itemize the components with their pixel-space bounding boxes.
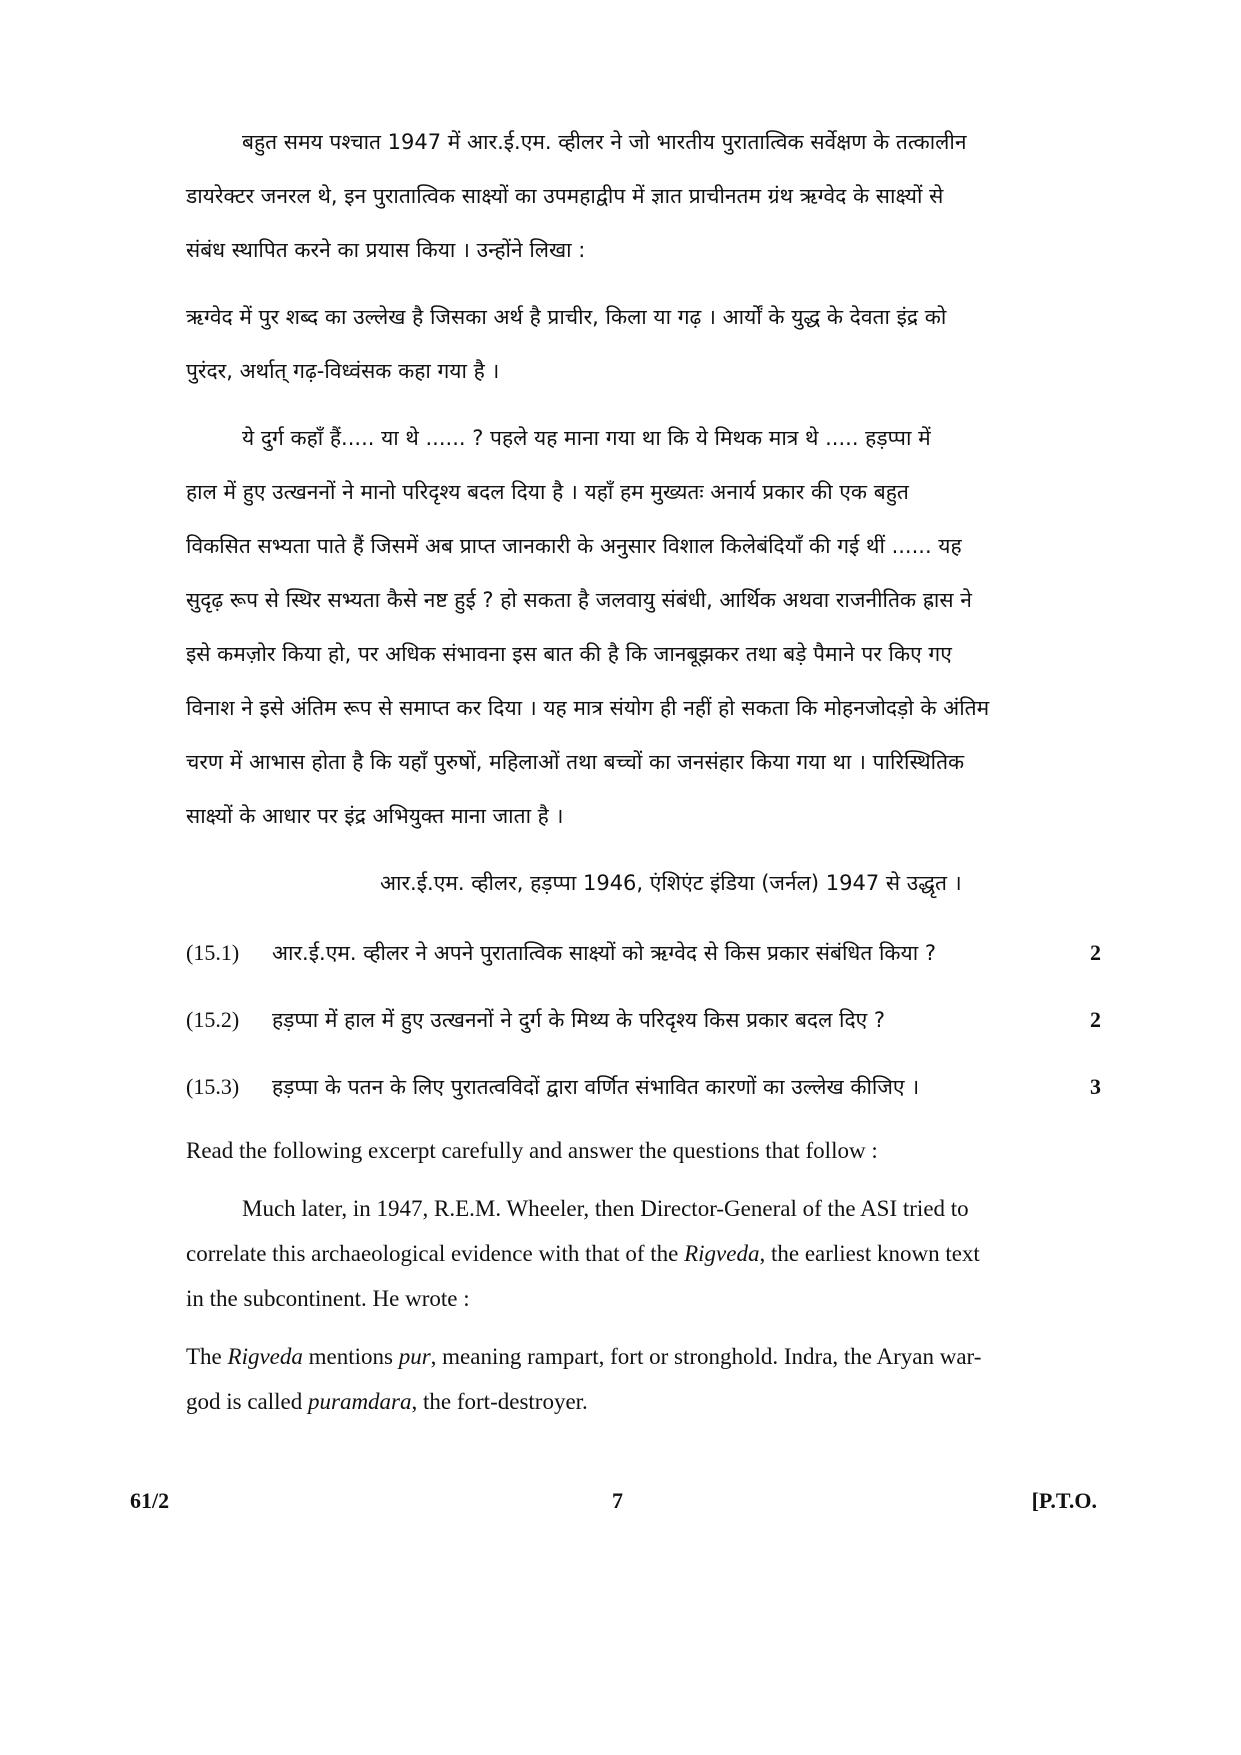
english-para2-line2: god is called puramdara, the fort-destroyer. bbox=[186, 1389, 588, 1414]
hindi-para2-line1: ऋग्वेद में पुर शब्द का उल्लेख है जिसका अर्थ है प्राचीर, किला या गढ़ । आर्यों के युद्ध के देवता इंद्र को bbox=[186, 305, 947, 329]
hindi-para3-line4: सुदृढ़ रूप से स्थिर सभ्यता कैसे नष्ट हुई ? हो सकता है जलवायु संबंधी, आर्थिक अथवा राजनीतिक ह्रास ने bbox=[186, 588, 972, 612]
hindi-para3-line8: साक्ष्यों के आधार पर इंद्र अभियुक्त माना जाता है । bbox=[186, 804, 564, 828]
hindi-para1-line3: संबंध स्थापित करने का प्रयास किया । उन्होंने लिखा : bbox=[186, 238, 586, 262]
english-para1-line3: in the subcontinent. He wrote : bbox=[186, 1286, 470, 1311]
rigveda-italic: Rigveda bbox=[227, 1344, 303, 1369]
question-marks: 2 bbox=[1090, 1007, 1101, 1032]
question-text: हड़प्पा में हाल में हुए उत्खननों ने दुर्ग के मिथ्य के परिदृश्य किस प्रकार बदल दिए ? bbox=[272, 1008, 886, 1032]
hindi-para2-line2: पुरंदर, अर्थात् गढ़-विध्वंसक कहा गया है । bbox=[186, 359, 500, 383]
question-text: हड़प्पा के पतन के लिए पुरातत्वविदों द्वारा वर्णित संभावित कारणों का उल्लेख कीजिए । bbox=[272, 1075, 920, 1099]
question-number: (15.1) bbox=[186, 940, 240, 965]
question-marks: 3 bbox=[1090, 1074, 1101, 1099]
pur-italic: pur bbox=[398, 1344, 431, 1369]
hindi-para3-line2: हाल में हुए उत्खननों ने मानो परिदृश्य बदल दिया है । यहाँ हम मुख्यतः अनार्य प्रकार की एक बहुत bbox=[186, 480, 909, 504]
english-para1-line1: Much later, in 1947, R.E.M. Wheeler, then Director-General of the ASI tried to bbox=[242, 1196, 969, 1221]
hindi-para3-line7: चरण में आभास होता है कि यहाँ पुरुषों, महिलाओं तथा बच्चों का जनसंहार किया गया था । पारिस्थितिक bbox=[186, 750, 965, 774]
hindi-para1-line2: डायरेक्टर जनरल थे, इन पुरातात्विक साक्ष्यों का उपमहाद्वीप में ज्ञात प्राचीनतम ग्रंथ ऋग्वेद के साक्ष्यों से bbox=[186, 184, 944, 208]
hindi-para1-line1: बहुत समय पश्चात 1947 में आर.ई.एम. व्हीलर ने जो भारतीय पुरातात्विक सर्वेक्षण के तत्कालीन bbox=[242, 130, 967, 154]
english-instruction: Read the following excerpt carefully and answer the questions that follow : bbox=[186, 1138, 878, 1163]
hindi-para3-line1: ये दुर्ग कहाँ हैं..... या थे ...... ? पहले यह माना गया था कि ये मिथक मात्र थे ..... हड़प्पा में bbox=[242, 426, 931, 450]
question-number: (15.2) bbox=[186, 1007, 240, 1032]
hindi-para3-line3: विकसित सभ्यता पाते हैं जिसमें अब प्राप्त जानकारी के अनुसार विशाल किलेबंदियाँ की गई थीं ...... यह bbox=[186, 534, 962, 558]
puramdara-italic: puramdara bbox=[308, 1389, 412, 1414]
question-number: (15.3) bbox=[186, 1074, 240, 1099]
hindi-para3-line6: विनाश ने इसे अंतिम रूप से समाप्त कर दिया । यह मात्र संयोग ही नहीं हो सकता कि मोहनजोदड़ो के अंतिम bbox=[186, 696, 990, 720]
page-number: 7 bbox=[612, 1488, 623, 1513]
rigveda-italic: Rigveda bbox=[684, 1241, 760, 1266]
english-para1-line2: correlate this archaeological evidence with that of the Rigveda, the earliest known text bbox=[186, 1241, 980, 1266]
question-text: आर.ई.एम. व्हीलर ने अपने पुरातात्विक साक्ष्यों को ऋग्वेद से किस प्रकार संबंधित किया ? bbox=[272, 941, 936, 965]
hindi-para3-line5: इसे कमज़ोर किया हो, पर अधिक संभावना इस बात की है कि जानबूझकर तथा बड़े पैमाने पर किए गए bbox=[186, 642, 952, 666]
paper-code: 61/2 bbox=[130, 1488, 170, 1513]
citation: आर.ई.एम. व्हीलर, हड़प्पा 1946, एंशिएंट इंडिया (जर्नल) 1947 से उद्धृत । bbox=[380, 871, 962, 895]
question-marks: 2 bbox=[1090, 940, 1101, 965]
english-para2-line1: The Rigveda mentions pur, meaning rampart, fort or stronghold. Indra, the Aryan war- bbox=[186, 1344, 982, 1369]
pto-label: [P.T.O. bbox=[1031, 1488, 1097, 1513]
